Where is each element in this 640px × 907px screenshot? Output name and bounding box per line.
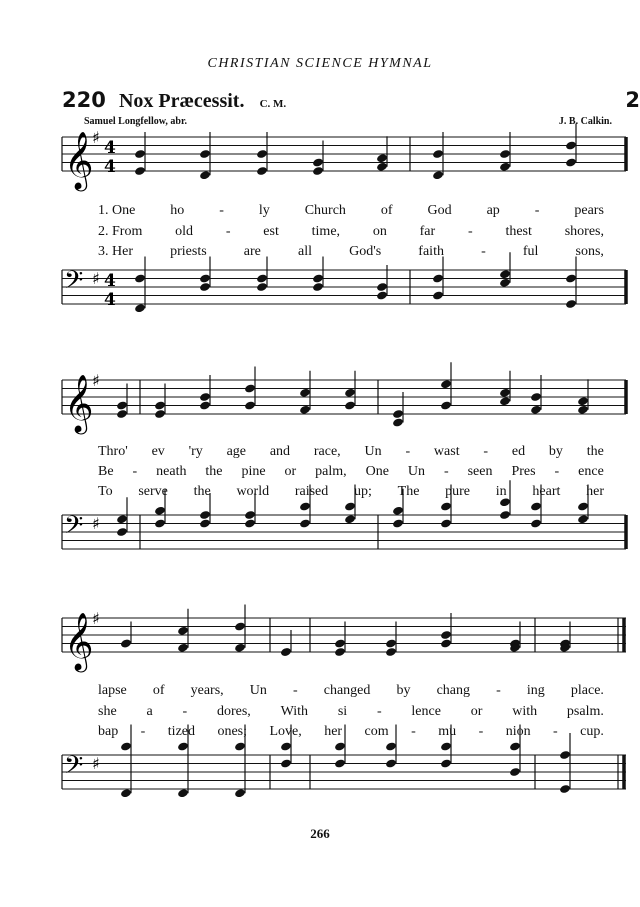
lyric-syllable: changed	[323, 683, 371, 698]
lyric-syllable: 'ry	[188, 444, 203, 459]
note-head	[440, 501, 452, 511]
note-head	[199, 282, 211, 292]
sharp-icon: ♯	[92, 269, 100, 288]
note-head	[134, 149, 146, 159]
note-head	[499, 162, 511, 172]
note-head	[440, 741, 452, 751]
hymn-number: 220	[62, 88, 106, 112]
hymn-author: Samuel Longfellow, abr.	[84, 116, 187, 127]
lyric-syllable: ing	[526, 683, 545, 698]
note-head	[120, 741, 132, 751]
sharp-icon: ♯	[92, 128, 100, 147]
note-head	[199, 510, 211, 520]
treble-clef-icon: 𝄞	[64, 374, 94, 432]
note-head	[256, 166, 268, 176]
system3-verse2	[98, 704, 604, 720]
lyric-syllable: Un	[249, 683, 267, 698]
bass-clef-icon: 𝄢	[64, 266, 84, 301]
note-head	[199, 400, 211, 410]
lyric-syllable: chang	[436, 683, 471, 698]
note-head	[376, 153, 388, 163]
note-head	[244, 383, 256, 393]
note-head	[312, 273, 324, 283]
note-head	[116, 409, 128, 419]
system2-verse1	[98, 444, 604, 460]
lyric-syllable: God	[427, 203, 452, 218]
lyric-syllable: Pres	[511, 464, 536, 479]
note-head	[199, 392, 211, 402]
lyric-syllable: years,	[190, 683, 224, 698]
lyric-syllable: on	[372, 224, 387, 239]
lyric-syllable: time,	[311, 224, 341, 239]
lyric-syllable: 2. From	[98, 224, 143, 239]
lyric-syllable: shores,	[564, 224, 604, 239]
note-head	[499, 510, 511, 520]
lyric-syllable: ed	[511, 444, 526, 459]
note-head	[392, 409, 404, 419]
sharp-icon: ♯	[92, 609, 100, 628]
note-head	[385, 647, 397, 657]
note-head	[177, 643, 189, 653]
note-head	[509, 741, 521, 751]
note-head	[234, 741, 246, 751]
note-head	[234, 643, 246, 653]
note-head	[234, 621, 246, 631]
time-signature-top: 4	[104, 138, 116, 158]
lyric-syllable: neath	[156, 464, 187, 479]
lyric-syllable: ence	[578, 464, 604, 479]
note-head	[199, 149, 211, 159]
note-head	[177, 741, 189, 751]
lyric-syllable: cup.	[580, 724, 604, 739]
lyric-syllable: One	[365, 464, 389, 479]
note-head	[344, 400, 356, 410]
lyric-syllable: pure	[445, 484, 471, 499]
lyric-syllable: 3. Her	[98, 244, 133, 259]
note-head	[385, 638, 397, 648]
lyric-syllable: lence	[411, 704, 441, 719]
note-head	[312, 282, 324, 292]
lyric-syllable: tized	[167, 724, 196, 739]
note-head	[440, 518, 452, 528]
lyric-syllable: mu	[438, 724, 457, 739]
lyric-syllable: place.	[570, 683, 604, 698]
time-signature-bottom: 4	[104, 157, 116, 177]
note-head	[440, 630, 452, 640]
note-head	[154, 506, 166, 516]
lyric-syllable: Un	[407, 464, 426, 479]
note-head	[134, 303, 146, 313]
system3-verse3	[98, 724, 604, 740]
lyric-syllable: bap	[98, 724, 119, 739]
lyric-syllable: -	[411, 724, 416, 739]
note-head	[565, 140, 577, 150]
lyric-syllable: lapse	[98, 683, 127, 698]
lyric-syllable: all	[297, 244, 312, 259]
note-head	[234, 788, 246, 798]
note-head	[120, 638, 132, 648]
note-head	[530, 392, 542, 402]
note-head	[334, 758, 346, 768]
note-head	[134, 166, 146, 176]
lyric-syllable: seen	[467, 464, 493, 479]
lyric-syllable: ful	[522, 244, 539, 259]
lyric-syllable: raised	[294, 484, 329, 499]
note-head	[199, 518, 211, 528]
note-head	[432, 170, 444, 180]
lyric-syllable: ho	[170, 203, 185, 218]
lyric-syllable: -	[182, 704, 188, 719]
note-head	[530, 501, 542, 511]
note-head	[299, 388, 311, 398]
note-head	[334, 638, 346, 648]
note-head	[256, 282, 268, 292]
lyric-syllable: Love,	[269, 724, 302, 739]
lyric-syllable: com	[364, 724, 389, 739]
note-head	[440, 638, 452, 648]
note-head	[334, 647, 346, 657]
system2-verse2	[98, 464, 604, 480]
note-head	[344, 388, 356, 398]
running-header: CHRISTIAN SCIENCE HYMNAL	[207, 56, 433, 71]
note-head	[154, 400, 166, 410]
lyric-syllable: faith	[418, 244, 444, 259]
note-head	[244, 518, 256, 528]
note-head	[334, 741, 346, 751]
lyric-syllable: God's	[349, 244, 382, 259]
note-head	[120, 788, 132, 798]
lyric-syllable: -	[534, 203, 540, 218]
lyric-syllable: -	[140, 724, 146, 739]
note-head	[154, 409, 166, 419]
lyric-syllable: -	[292, 683, 298, 698]
lyric-syllable: 1. One	[98, 203, 136, 218]
lyric-syllable: the	[205, 464, 223, 479]
sharp-icon: ♯	[92, 514, 100, 533]
lyric-syllable: To	[98, 484, 113, 499]
note-head	[344, 501, 356, 511]
note-head	[499, 388, 511, 398]
note-head	[280, 741, 292, 751]
note-head	[312, 157, 324, 167]
lyric-syllable: -	[478, 724, 484, 739]
note-head	[432, 149, 444, 159]
lyric-syllable: serve	[138, 484, 168, 499]
lyric-syllable: are	[243, 244, 261, 259]
note-head	[312, 166, 324, 176]
note-head	[385, 741, 397, 751]
system3-verse1	[98, 683, 604, 699]
page-number: 266	[310, 826, 330, 841]
note-head	[392, 506, 404, 516]
sharp-icon: ♯	[92, 371, 100, 390]
lyric-syllable: in	[495, 484, 507, 499]
note-head	[244, 510, 256, 520]
lyric-syllable: of	[152, 683, 165, 698]
lyric-syllable: -	[443, 464, 449, 479]
note-head	[559, 750, 571, 760]
note-head	[177, 788, 189, 798]
note-head	[499, 278, 511, 288]
lyric-syllable: dores,	[216, 704, 251, 719]
lyric-syllable: ly	[258, 203, 270, 218]
note-head	[565, 273, 577, 283]
lyric-syllable: old	[175, 224, 194, 239]
lyric-syllable: pine	[241, 464, 266, 479]
hymn-meter: C. M.	[259, 98, 287, 110]
note-head	[577, 514, 589, 524]
note-head	[499, 269, 511, 279]
lyric-syllable: or	[284, 464, 297, 479]
note-head	[116, 527, 128, 537]
lyric-syllable: and	[269, 444, 291, 459]
lyric-syllable: nion	[505, 724, 531, 739]
lyric-syllable: -	[376, 704, 382, 719]
lyric-syllable: with	[512, 704, 538, 719]
lyric-syllable: age	[226, 444, 247, 459]
note-head	[280, 758, 292, 768]
treble-clef-icon: 𝄞	[64, 131, 94, 189]
lyric-syllable: by	[548, 444, 563, 459]
system1-verse3	[98, 244, 604, 260]
lyric-syllable: she	[98, 704, 117, 719]
lyric-syllable: far	[419, 224, 436, 239]
lyric-syllable: a	[146, 704, 153, 719]
lyric-syllable: wast	[433, 444, 460, 459]
note-head	[559, 784, 571, 794]
note-head	[440, 400, 452, 410]
note-head	[392, 417, 404, 427]
lyric-syllable: psalm.	[566, 704, 604, 719]
note-head	[392, 518, 404, 528]
lyric-syllable: Church	[304, 203, 346, 218]
lyric-syllable: -	[496, 683, 501, 698]
next-hymn-number: 2	[625, 88, 640, 112]
time-signature-bottom: 4	[104, 290, 116, 310]
lyric-syllable: si	[337, 704, 348, 719]
lyric-syllable: ev	[151, 444, 165, 459]
lyric-syllable: her	[324, 724, 343, 739]
lyric-syllable: ones;	[217, 724, 248, 739]
lyric-syllable: -	[219, 203, 224, 218]
note-head	[299, 501, 311, 511]
lyric-syllable: -	[481, 244, 486, 259]
note-head	[256, 273, 268, 283]
lyric-syllable: or	[470, 704, 483, 719]
note-head	[116, 514, 128, 524]
lyric-syllable: -	[132, 464, 138, 479]
lyric-syllable: -	[553, 724, 558, 739]
note-head	[577, 396, 589, 406]
lyric-syllable: Un	[364, 444, 382, 459]
note-head	[440, 379, 452, 389]
treble-clef-icon: 𝄞	[64, 612, 94, 670]
lyric-syllable: of	[380, 203, 393, 218]
system1-verse1	[98, 203, 604, 219]
lyric-syllable: Thro'	[98, 444, 128, 459]
lyric-syllable: ap	[486, 203, 500, 218]
system2-verse3	[98, 484, 604, 500]
sharp-icon: ♯	[92, 754, 100, 773]
note-head	[432, 273, 444, 283]
lyric-syllable: world	[236, 484, 270, 499]
note-head	[299, 518, 311, 528]
note-head	[385, 758, 397, 768]
lyric-syllable: up;	[354, 484, 372, 499]
hymn-composer: J. B. Calkin.	[558, 116, 612, 127]
note-head	[376, 162, 388, 172]
lyric-syllable: -	[225, 224, 231, 239]
lyric-syllable: her	[586, 484, 604, 499]
note-head	[199, 170, 211, 180]
lyric-syllable: -	[467, 224, 473, 239]
note-head	[499, 149, 511, 159]
note-head	[299, 405, 311, 415]
note-head	[256, 149, 268, 159]
note-head	[499, 396, 511, 406]
lyric-syllable: -	[554, 464, 560, 479]
lyric-syllable: The	[397, 484, 420, 499]
lyric-syllable: -	[405, 444, 411, 459]
note-head	[280, 647, 292, 657]
note-head	[565, 157, 577, 167]
note-head	[244, 400, 256, 410]
note-head	[177, 626, 189, 636]
lyric-syllable: heart	[532, 484, 561, 499]
lyric-syllable: sons,	[575, 244, 604, 259]
bass-clef-icon: 𝄢	[64, 511, 84, 546]
lyric-syllable: the	[586, 444, 604, 459]
note-head	[577, 501, 589, 511]
note-head	[134, 273, 146, 283]
time-signature-top: 4	[104, 271, 116, 291]
note-head	[376, 282, 388, 292]
lyric-syllable: race,	[313, 444, 341, 459]
note-head	[577, 405, 589, 415]
note-head	[116, 400, 128, 410]
note-head	[565, 299, 577, 309]
note-head	[199, 273, 211, 283]
note-head	[509, 767, 521, 777]
bass-clef-icon: 𝄢	[64, 751, 84, 786]
hymn-title: Nox Præcessit.	[118, 90, 245, 112]
lyric-syllable: -	[483, 444, 489, 459]
note-head	[440, 758, 452, 768]
system1-verse2	[98, 224, 604, 240]
note-head	[530, 518, 542, 528]
note-head	[344, 514, 356, 524]
note-head	[432, 290, 444, 300]
lyric-syllable: the	[193, 484, 211, 499]
note-head	[376, 290, 388, 300]
note-head	[154, 518, 166, 528]
lyric-syllable: by	[396, 683, 411, 698]
lyric-syllable: pears	[574, 203, 604, 218]
note-head	[530, 405, 542, 415]
lyric-syllable: With	[280, 704, 309, 719]
lyric-syllable: Be	[98, 464, 114, 479]
lyric-syllable: thest	[505, 224, 532, 239]
lyric-syllable: palm,	[315, 464, 347, 479]
lyric-syllable: est	[263, 224, 279, 239]
lyric-syllable: priests	[170, 244, 207, 259]
